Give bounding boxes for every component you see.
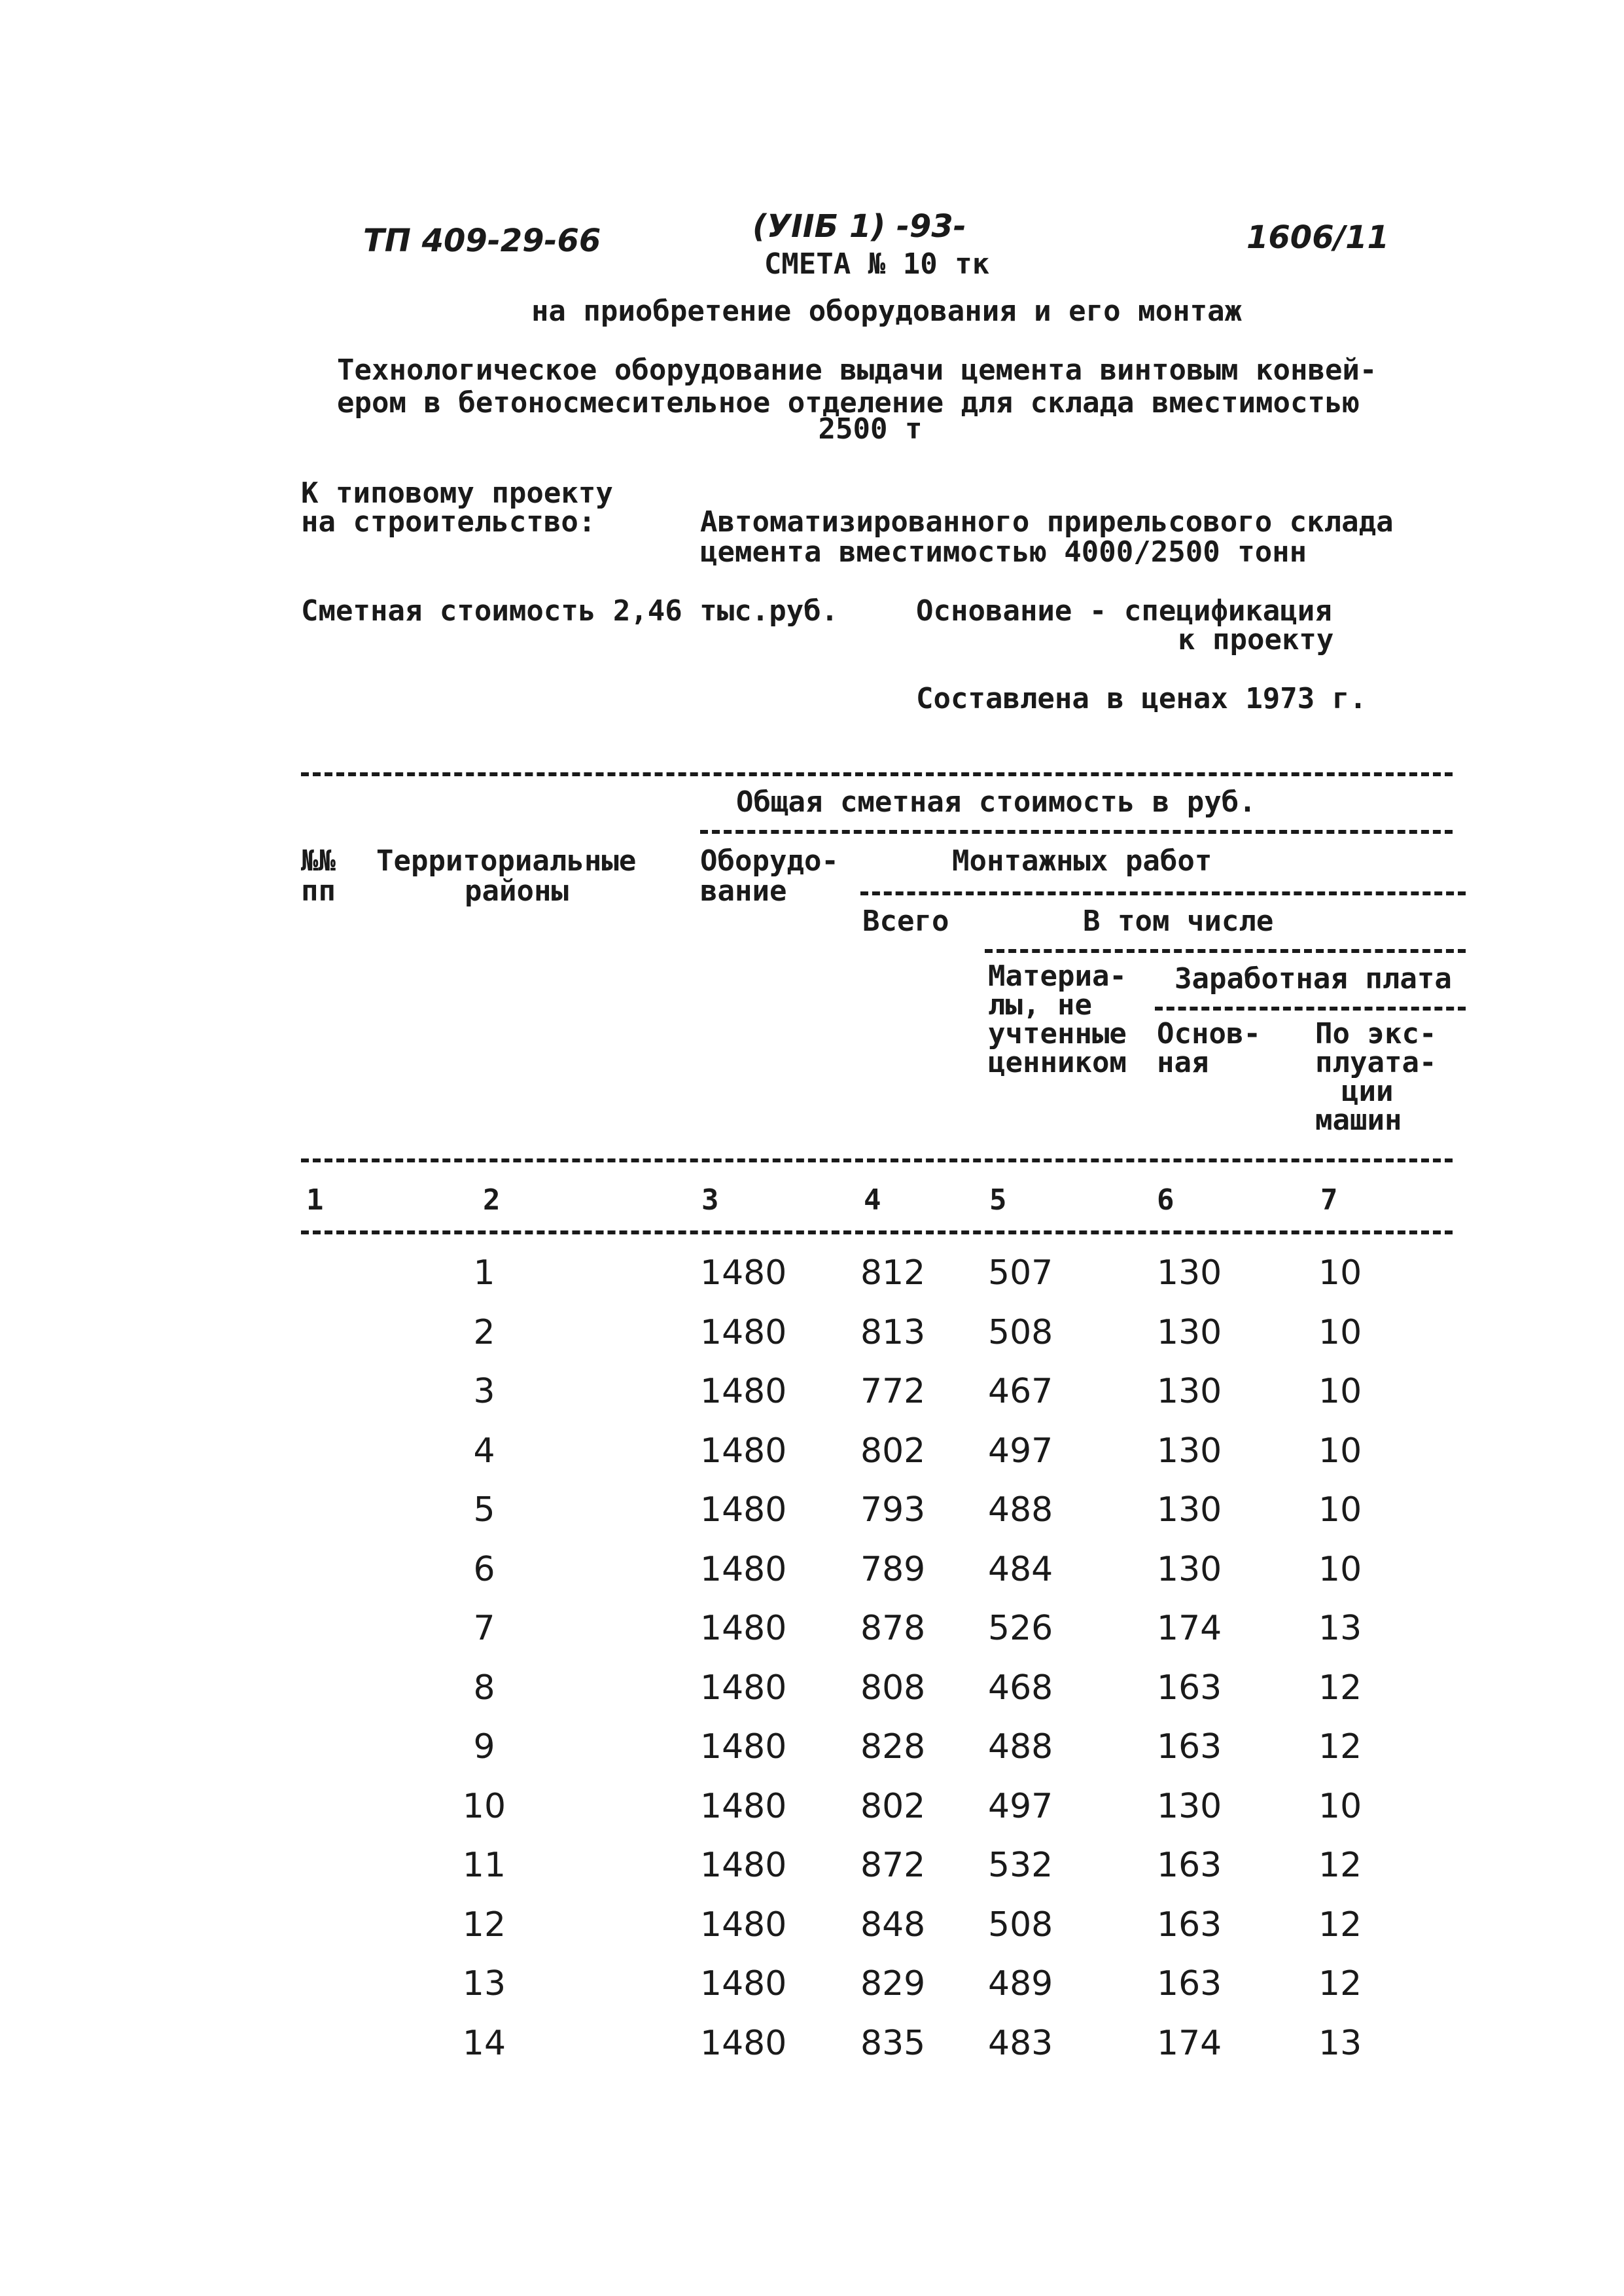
install-total-cell: 808 <box>860 1668 926 1708</box>
stamp-code: (УIIБ 1) -93- <box>752 208 966 245</box>
machines-header-line-1: По экс- <box>1315 1017 1437 1050</box>
basis-line-1: Основание - спецификация <box>916 594 1332 628</box>
basic-wage-cell: 130 <box>1157 1431 1222 1471</box>
machine-wage-cell: 10 <box>1318 1313 1362 1352</box>
basic-wage-cell: 174 <box>1157 1609 1222 1648</box>
machines-header-line-3: ции <box>1341 1075 1394 1108</box>
basic-wage-cell: 130 <box>1157 1253 1222 1293</box>
basic-wage-cell: 163 <box>1157 1905 1222 1945</box>
machines-header-line-2: плуата- <box>1315 1046 1437 1079</box>
materials-cell: 526 <box>988 1609 1053 1648</box>
region-cell: 8 <box>473 1668 495 1708</box>
equipment-cell: 1480 <box>700 1787 787 1826</box>
sheet-number: 1606/11 <box>1246 219 1389 256</box>
machine-wage-cell: 12 <box>1318 1846 1362 1885</box>
machine-wage-cell: 10 <box>1318 1372 1362 1411</box>
machine-wage-cell: 10 <box>1318 1253 1362 1293</box>
estimated-cost: Сметная стоимость 2,46 тыс.руб. <box>301 594 839 628</box>
region-cell: 2 <box>473 1313 495 1352</box>
col-number-6: 6 <box>1157 1183 1174 1217</box>
equipment-cell: 1480 <box>700 1668 787 1708</box>
basic-wage-cell: 163 <box>1157 1964 1222 2003</box>
basic-wage-cell: 163 <box>1157 1846 1222 1885</box>
basic-wage-cell: 130 <box>1157 1490 1222 1530</box>
equipment-cell: 1480 <box>700 1490 787 1530</box>
materials-cell: 508 <box>988 1313 1053 1352</box>
install-total-cell: 789 <box>860 1550 926 1589</box>
materials-header-line-3: учтенные <box>988 1017 1127 1050</box>
col-number-1: 1 <box>306 1183 324 1217</box>
install-total-cell: 802 <box>860 1431 926 1471</box>
install-total-cell: 872 <box>860 1846 926 1885</box>
region-cell: 7 <box>473 1609 495 1648</box>
machines-header-line-4: машин <box>1315 1103 1402 1137</box>
region-cell: 6 <box>473 1550 495 1589</box>
materials-cell: 483 <box>988 2024 1053 2063</box>
materials-cell: 489 <box>988 1964 1053 2003</box>
total-cost-heading: Общая сметная стоимость в руб. <box>736 785 1256 819</box>
machine-wage-cell: 12 <box>1318 1905 1362 1945</box>
install-total-cell: 848 <box>860 1905 926 1945</box>
description-line-3: 2500 т <box>818 412 923 446</box>
project-value-line-2: цемента вместимостью 4000/2500 тонн <box>700 535 1307 569</box>
column-number-rule <box>301 1230 1453 1234</box>
install-total-cell: 835 <box>860 2024 926 2063</box>
materials-header-line-1: Материа- <box>988 960 1127 993</box>
header-bottom-rule <box>301 1158 1453 1162</box>
region-cell: 3 <box>473 1372 495 1411</box>
description-line-2: ером в бетоносмесительное отделение для склада вместимостью <box>337 386 1360 420</box>
basic-wage-cell: 130 <box>1157 1787 1222 1826</box>
materials-cell: 468 <box>988 1668 1053 1708</box>
including-header: В том числе <box>1083 905 1274 938</box>
install-total-cell: 829 <box>860 1964 926 2003</box>
machine-wage-cell: 10 <box>1318 1490 1362 1530</box>
col3-header-line-1: Оборудо- <box>700 844 839 878</box>
equipment-cell: 1480 <box>700 1727 787 1767</box>
col-number-3: 3 <box>701 1183 719 1217</box>
region-cell: 5 <box>473 1490 495 1530</box>
basic-wage-cell: 174 <box>1157 2024 1222 2063</box>
materials-cell: 488 <box>988 1727 1053 1767</box>
wages-rule <box>1155 1007 1466 1011</box>
prices-year: Составлена в ценах 1973 г. <box>916 682 1367 715</box>
install-total-cell: 878 <box>860 1609 926 1648</box>
basic-wage-cell: 163 <box>1157 1668 1222 1708</box>
materials-cell: 508 <box>988 1905 1053 1945</box>
region-cell: 13 <box>462 1964 506 2003</box>
region-cell: 12 <box>462 1905 506 1945</box>
install-total-cell: 812 <box>860 1253 926 1293</box>
machine-wage-cell: 12 <box>1318 1668 1362 1708</box>
col-number-5: 5 <box>989 1183 1007 1217</box>
including-rule <box>985 949 1466 953</box>
install-total-cell: 793 <box>860 1490 926 1530</box>
col-number-7: 7 <box>1320 1183 1338 1217</box>
machine-wage-cell: 12 <box>1318 1964 1362 2003</box>
equipment-cell: 1480 <box>700 2024 787 2063</box>
equipment-cell: 1480 <box>700 1431 787 1471</box>
materials-header-line-4: ценником <box>988 1046 1127 1079</box>
machine-wage-cell: 10 <box>1318 1787 1362 1826</box>
col3-header-line-2: вание <box>700 874 787 908</box>
install-total-cell: 802 <box>860 1787 926 1826</box>
equipment-cell: 1480 <box>700 1964 787 2003</box>
machine-wage-cell: 12 <box>1318 1727 1362 1767</box>
basic-wage-header-line-2: ная <box>1157 1046 1209 1079</box>
machine-wage-cell: 10 <box>1318 1431 1362 1471</box>
install-total-cell: 772 <box>860 1372 926 1411</box>
project-value-line-1: Автоматизированного прирельсового склада <box>700 505 1394 539</box>
equipment-cell: 1480 <box>700 1550 787 1589</box>
equipment-cell: 1480 <box>700 1313 787 1352</box>
basis-line-2: к проекту <box>1178 623 1334 656</box>
install-total-cell: 813 <box>860 1313 926 1352</box>
materials-cell: 497 <box>988 1431 1053 1471</box>
materials-cell: 488 <box>988 1490 1053 1530</box>
basic-wage-cell: 163 <box>1157 1727 1222 1767</box>
basic-wage-header-line-1: Основ- <box>1157 1017 1261 1050</box>
materials-cell: 467 <box>988 1372 1053 1411</box>
col2-header-line-2: районы <box>465 874 569 908</box>
materials-cell: 497 <box>988 1787 1053 1826</box>
materials-cell: 507 <box>988 1253 1053 1293</box>
doc-code: ТП 409-29-66 <box>363 223 601 259</box>
region-cell: 9 <box>473 1727 495 1767</box>
region-cell: 11 <box>462 1846 506 1885</box>
col-number-2: 2 <box>483 1183 501 1217</box>
equipment-cell: 1480 <box>700 1253 787 1293</box>
machine-wage-cell: 10 <box>1318 1550 1362 1589</box>
install-rule <box>860 891 1466 895</box>
basic-wage-cell: 130 <box>1157 1372 1222 1411</box>
col1-header-line-2: пп <box>301 874 336 908</box>
machine-wage-cell: 13 <box>1318 1609 1362 1648</box>
region-cell: 10 <box>462 1787 506 1826</box>
materials-cell: 532 <box>988 1846 1053 1885</box>
equipment-cell: 1480 <box>700 1372 787 1411</box>
equipment-cell: 1480 <box>700 1846 787 1885</box>
basic-wage-cell: 130 <box>1157 1313 1222 1352</box>
install-total-cell: 828 <box>860 1727 926 1767</box>
col-number-4: 4 <box>864 1183 881 1217</box>
install-heading: Монтажных работ <box>952 844 1212 878</box>
materials-cell: 484 <box>988 1550 1053 1589</box>
project-label-line-1: К типовому проекту <box>301 476 613 510</box>
smeta-title: СМЕТА № 10 тк <box>764 247 990 281</box>
description-line-1: Технологическое оборудование выдачи цемента винтовым конвей- <box>337 353 1377 387</box>
equipment-cell: 1480 <box>700 1905 787 1945</box>
wages-header: Заработная плата <box>1174 962 1452 996</box>
basic-wage-cell: 130 <box>1157 1550 1222 1589</box>
total-header: Всего <box>862 905 949 938</box>
smeta-subtitle: на приобретение оборудования и его монтаж <box>531 295 1243 328</box>
project-label-line-2: на строительство: <box>301 505 596 539</box>
col2-header-line-1: Территориальные <box>376 844 637 878</box>
region-cell: 14 <box>462 2024 506 2063</box>
equipment-cell: 1480 <box>700 1609 787 1648</box>
col1-header-line-1: №№ <box>301 844 336 878</box>
region-cell: 4 <box>473 1431 495 1471</box>
table-top-rule <box>301 772 1453 776</box>
machine-wage-cell: 13 <box>1318 2024 1362 2063</box>
materials-header-line-2: лы, не <box>988 988 1092 1022</box>
region-cell: 1 <box>473 1253 495 1293</box>
total-cost-rule <box>700 830 1453 834</box>
